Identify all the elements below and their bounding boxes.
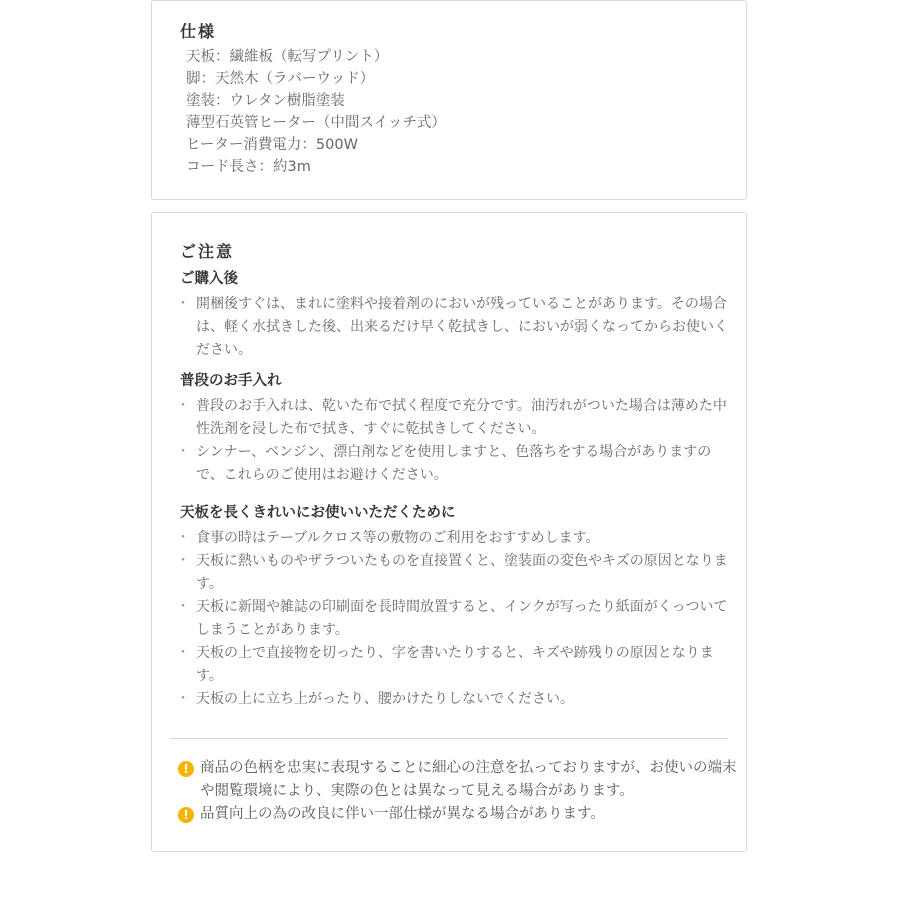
list-item: ・ 食事の時はテーブルクロス等の敷物のご利用をおすすめします。: [180, 527, 730, 550]
list-item: ・ 天板の上で直接物を切ったり、字を書いたりすると、キズや跡残りの原因となります。: [180, 642, 730, 688]
list-item: ・ 天板に熱いものやザラついたものを直接置くと、塗装面の変色やキズの原因となります。: [180, 550, 730, 596]
list-item: ・ 普段のお手入れは、乾いた布で拭く程度で充分です。油汚れがついた場合は薄めた中性洗剤を浸した布で拭き、すぐに乾拭きしてください。: [180, 395, 730, 441]
spec-item: 薄型石英管ヒーター（中間スイッチ式）: [186, 115, 446, 131]
section-heading-after-purchase: ご購入後: [180, 271, 238, 287]
list-item: ・ 天板の上に立ち上がったり、腰かけたりしないでください。: [180, 688, 730, 711]
spec-item: 天板：繊維板（転写プリント）: [186, 49, 389, 65]
spec-item: 塗装：ウレタン樹脂塗装: [186, 93, 345, 109]
list-item: ・ 天板に新聞や雑誌の印刷面を長時間放置すると、インクが写ったり紙面がくっついてしまうことがあります。: [180, 596, 730, 642]
exclamation-circle-icon: !: [178, 761, 194, 777]
after-purchase-list: [180, 293, 730, 362]
care-list: [180, 395, 730, 487]
section-heading-care: 普段のお手入れ: [180, 373, 282, 389]
list-item: ・ シンナー、ベンジン、漂白剤などを使用しますと、色落ちをする場合がありますので、これらのご使用はお避けください。: [180, 441, 730, 487]
spec-title: 仕様: [180, 22, 217, 41]
list-item: ・ 開梱後すぐは、まれに塗料や接着剤のにおいが残っていることがあります。その場合は、軽く水拭きした後、出来るだけ早く乾拭きし、においが弱くなってからお使いください。: [180, 293, 730, 362]
caution-list: [178, 757, 738, 826]
spec-panel: [151, 0, 747, 200]
spec-item: 脚：天然木（ラバーウッド）: [186, 71, 375, 87]
exclamation-circle-icon: !: [178, 807, 194, 823]
notice-title: ご注意: [180, 242, 235, 261]
tabletop-list: [180, 527, 730, 711]
spec-item: コード長さ：約3m: [186, 159, 311, 175]
caution-item: [178, 757, 738, 803]
divider: [170, 738, 728, 739]
notice-panel: [151, 212, 747, 852]
caution-item: [178, 803, 738, 826]
caution-text: 商品の色柄を忠実に表現することに細心の注意を払っておりますが、お使いの端末や閲覧環境により、実際の色とは異なって見える場合があります。: [200, 760, 737, 799]
spec-list: [186, 46, 446, 178]
caution-text: 品質向上の為の改良に伴い一部仕様が異なる場合があります。: [200, 806, 605, 822]
spec-item: ヒーター消費電力：500W: [186, 137, 358, 153]
section-heading-tabletop: 天板を長くきれいにお使いいただくために: [180, 505, 456, 521]
